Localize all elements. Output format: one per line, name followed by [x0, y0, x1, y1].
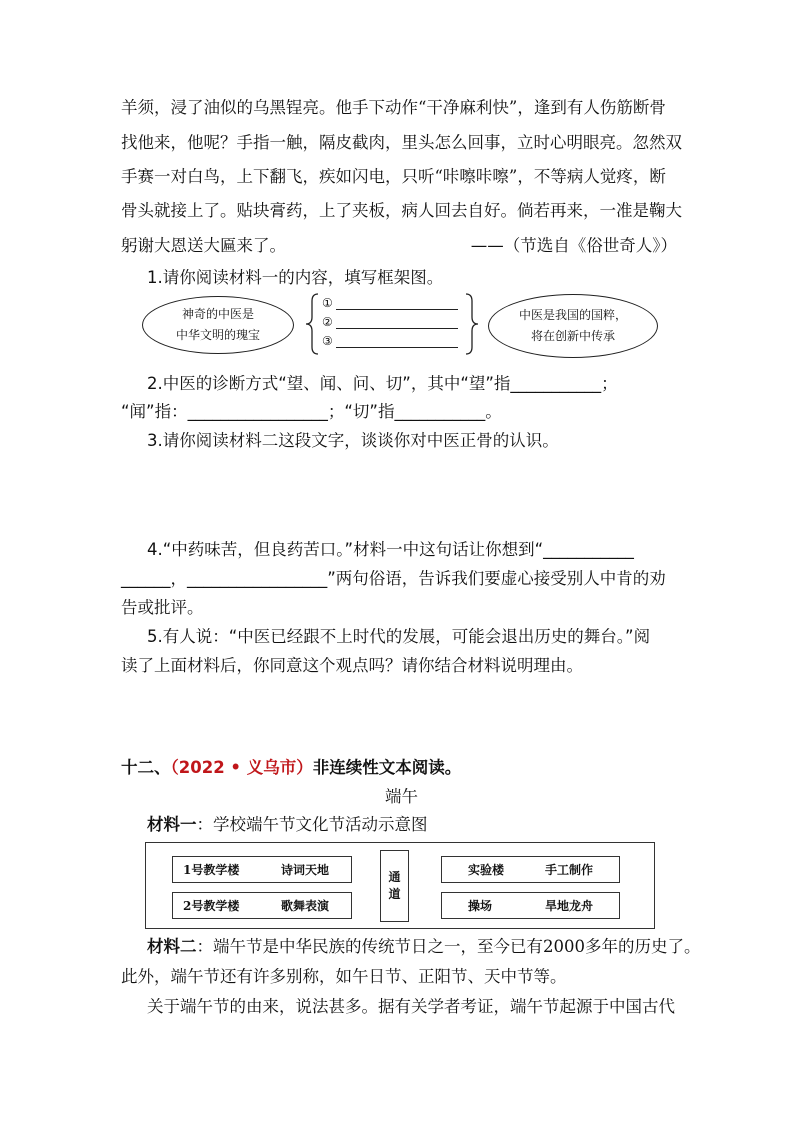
- material-2-line-3: 关于端午节的由来，说法甚多。据有关学者考证，端午节起源于中国古代: [147, 997, 675, 1016]
- map-cell-3: [441, 856, 620, 883]
- map-cell-2: [172, 892, 352, 919]
- passage-char-2: 道: [388, 887, 401, 901]
- source-close-paren: ）: [296, 758, 313, 777]
- section-12-heading: [121, 758, 461, 778]
- right-brace-icon: [464, 293, 480, 355]
- material-1-caption: [147, 815, 428, 835]
- passage-line-3: 手赛一对白鸟，上下翻飞，疾如闪电，只听“咔嚓咔嚓”，不等病人觉疼，断: [121, 167, 666, 186]
- source-open-paren: （: [170, 758, 179, 777]
- question-5-line-1: 5.有人说：“中医已经跟不上时代的发展，可能会退出历史的舞台。”阅: [147, 627, 651, 646]
- section-source: 2022 • 义乌市: [178, 758, 297, 777]
- slot-3-number: ③: [322, 334, 333, 348]
- material-2-line-2: 此外，端午节还有许多别称，如午日节、正阳节、天中节等。: [121, 967, 567, 986]
- material-2-text: ：端午节是中华民族的传统节日之一，至今已有2000多年的历史了。: [196, 937, 701, 956]
- cell-1-activity: 诗词天地: [281, 863, 330, 877]
- cell-3-activity: 手工制作: [545, 863, 594, 877]
- passage-line-4: 骨头就接上了。贴块膏药，上了夹板，病人回去自好。倘若再来，一准是鞠大: [121, 201, 682, 220]
- material-2-line-1: [147, 937, 701, 957]
- passage-line-1: 羊须，浸了油似的乌黑锃亮。他手下动作“干净麻利快”，逢到有人伤筋断骨: [121, 98, 666, 117]
- answer-slot-2[interactable]: [322, 315, 462, 333]
- cell-4-activity: 旱地龙舟: [545, 899, 594, 913]
- section-number: 十二、: [121, 758, 171, 777]
- map-cell-1: [172, 856, 352, 883]
- material-1-label: 材料一: [147, 815, 197, 834]
- right-ellipse-line-1: 中医是我国的国粹，: [518, 308, 627, 322]
- cell-4-building: 操场: [468, 899, 493, 913]
- answer-slot-1[interactable]: [322, 296, 462, 314]
- question-4-line-2: ______，_________________”两句俗语，告诉我们要虚心接受别人中肯的劝: [121, 569, 666, 588]
- map-cell-4: [441, 892, 620, 919]
- passage-char-1: 通: [388, 870, 401, 884]
- question-2-line-2: “闻”指：_________________；“切”指___________。: [121, 402, 502, 421]
- left-ellipse-line-1: 神奇的中医是: [181, 307, 254, 321]
- right-ellipse-line-2: 将在创新中传承: [530, 329, 615, 343]
- slot-1-number: ①: [322, 296, 333, 310]
- cell-2-building: 2号教学楼: [183, 899, 240, 913]
- diagram-right-ellipse: [488, 294, 658, 358]
- answer-slot-3[interactable]: [322, 334, 462, 352]
- map-passage: [380, 850, 409, 922]
- passage-line-5: 躬谢大恩送大匾来了。: [121, 236, 286, 255]
- section-title: 非连续性文本阅读。: [312, 758, 462, 777]
- question-3: 3.请你阅读材料二这段文字，谈谈你对中医正骨的认识。: [147, 431, 559, 450]
- cell-1-building: 1号教学楼: [183, 863, 240, 877]
- question-4-line-1: 4.“中药味苦，但良药苦口。”材料一中这句话让你想到“___________: [147, 540, 634, 559]
- left-brace-icon: [304, 293, 320, 355]
- diagram-left-ellipse: [142, 296, 294, 354]
- cell-2-activity: 歌舞表演: [281, 899, 330, 913]
- passage-source: ——（节选自《俗世奇人》）: [470, 236, 677, 255]
- question-4-line-3: 告或批评。: [121, 598, 204, 617]
- question-1: 1.请你阅读材料一的内容，填写框架图。: [147, 268, 444, 287]
- material-2-label: 材料二: [147, 937, 197, 956]
- material-1-text: ：学校端午节文化节活动示意图: [196, 815, 428, 834]
- slot-2-number: ②: [322, 315, 333, 329]
- question-5-line-2: 读了上面材料后，你同意这个观点吗？请你结合材料说明理由。: [121, 656, 583, 675]
- left-ellipse-line-2: 中华文明的瑰宝: [175, 328, 260, 342]
- passage-line-2: 找他来，他呢？手指一触，隔皮截肉，里头怎么回事，立时心明眼亮。忽然双: [121, 133, 682, 152]
- cell-3-building: 实验楼: [468, 863, 505, 877]
- question-2-line-1: 2.中医的诊断方式“望、闻、问、切”，其中“望”指___________；: [147, 374, 618, 393]
- section-subtitle: 端午: [385, 787, 418, 806]
